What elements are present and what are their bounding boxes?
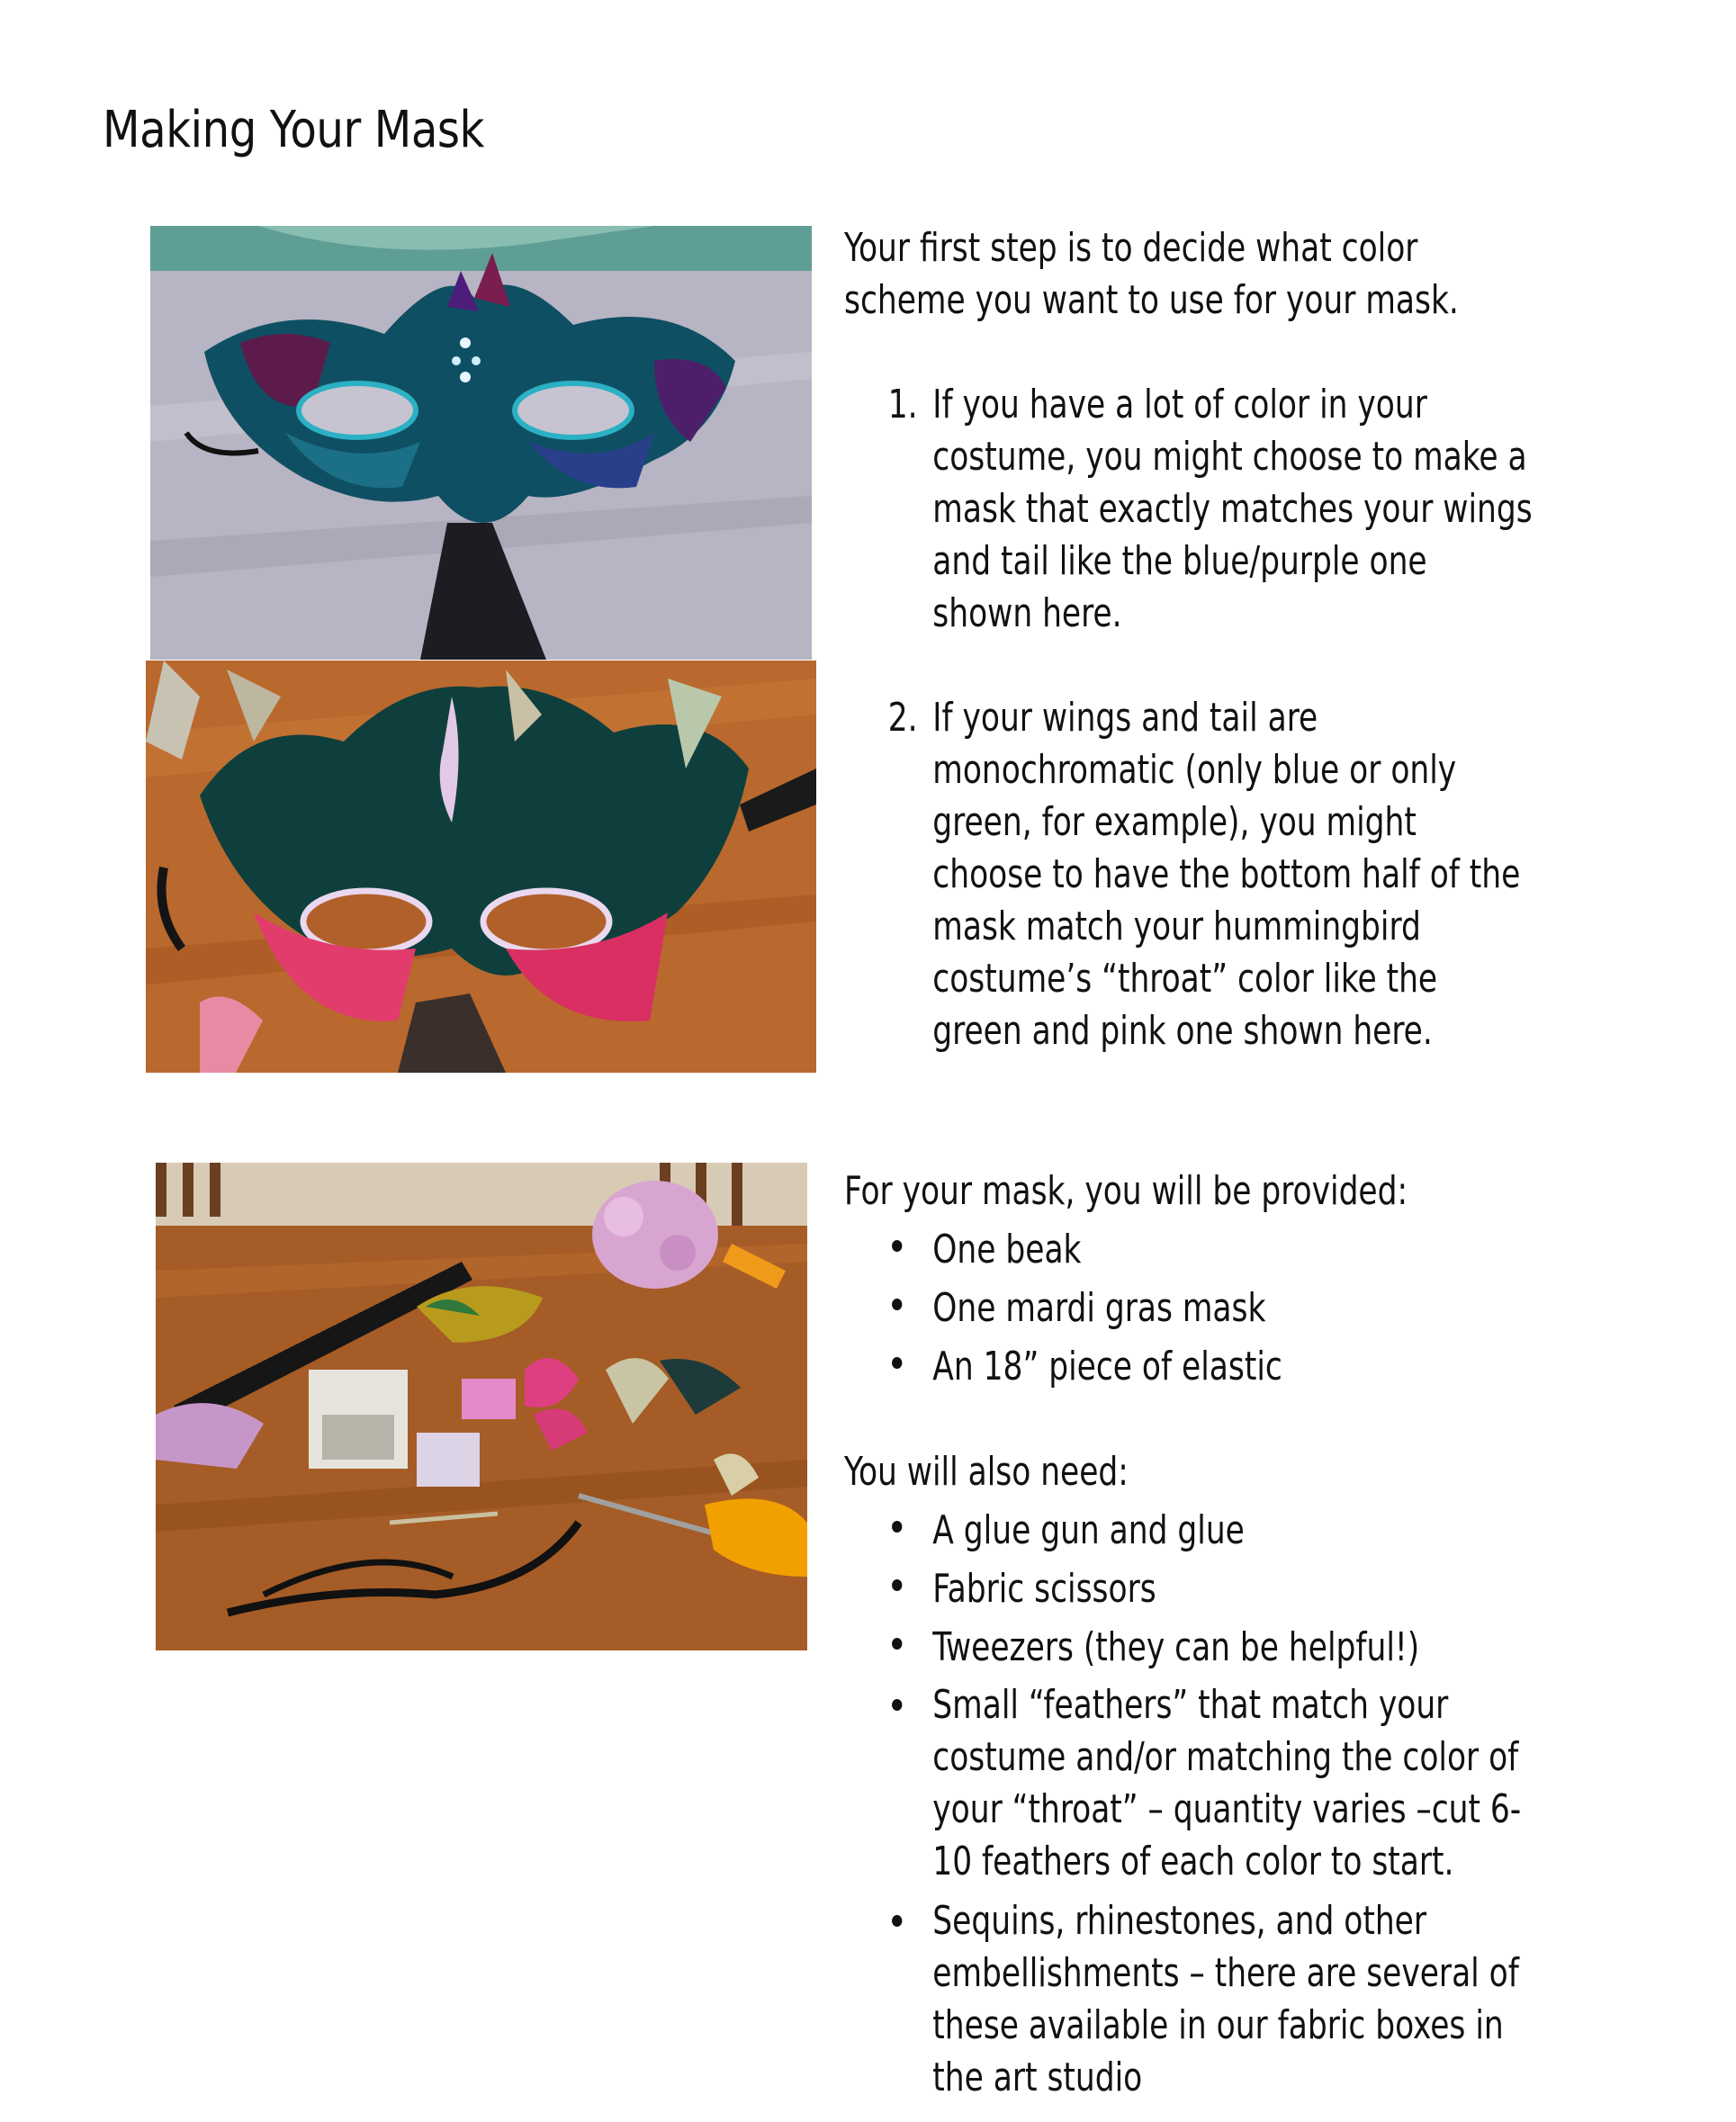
mask-green-pink-photo — [146, 661, 816, 1073]
need-heading: You will also need: — [844, 1449, 1129, 1495]
supplies-photo — [156, 1163, 807, 1650]
color-options-list — [844, 379, 1535, 1057]
color-option-text: If you have a lot of color in your costume, you might choose to make a mask that exactly matches your wings and tail like the blue/purple one shown here. — [932, 382, 1533, 636]
bullet-icon — [892, 1915, 902, 1927]
provided-item: One beak — [844, 1220, 1528, 1279]
color-option-item — [844, 692, 1535, 1057]
need-item: Fabric scissors — [844, 1560, 1528, 1618]
bullet-icon — [892, 1357, 902, 1369]
need-item: Small “feathers” that match your costume and/or matching the color of your “throat” – quantity varies –cut 6-10 feathers of each color to start. — [844, 1679, 1528, 1888]
color-scheme-section — [844, 222, 1535, 1057]
need-item: Sequins, rhinestones, and other embellishments – there are several of these available in our fabric boxes in the art studio — [844, 1895, 1528, 2104]
bullet-icon — [892, 1240, 902, 1252]
color-option-item — [844, 379, 1535, 640]
need-list — [844, 1501, 1528, 2104]
provided-heading: For your mask, you will be provided: — [844, 1168, 1408, 1214]
bullet-icon — [892, 1638, 902, 1650]
intro-paragraph: Your first step is to decide what color scheme you want to use for your mask. — [844, 225, 1459, 323]
need-item: Tweezers (they can be helpful!) — [844, 1618, 1528, 1677]
provided-item: An 18” piece of elastic — [844, 1337, 1528, 1396]
need-item: A glue gun and glue — [844, 1501, 1528, 1560]
provided-item: One mardi gras mask — [844, 1279, 1528, 1337]
color-option-text: If your wings and tail are monochromatic (only blue or only green, for example), you might choose to have the bottom half of the mask match your hummingbird costume’s “throat” color like the green and pink one shown here. — [932, 695, 1521, 1054]
bullet-icon — [892, 1521, 902, 1533]
bullet-icon — [892, 1299, 902, 1310]
bullet-icon — [892, 1699, 902, 1711]
page-title: Making Your Mask — [103, 101, 485, 159]
list-number: 1. — [887, 382, 918, 427]
bullet-icon — [892, 1579, 902, 1591]
supplies-section — [844, 1162, 1528, 2104]
list-number: 2. — [887, 695, 918, 741]
provided-list — [844, 1220, 1528, 1396]
mask-blue-purple-photo — [150, 226, 812, 660]
